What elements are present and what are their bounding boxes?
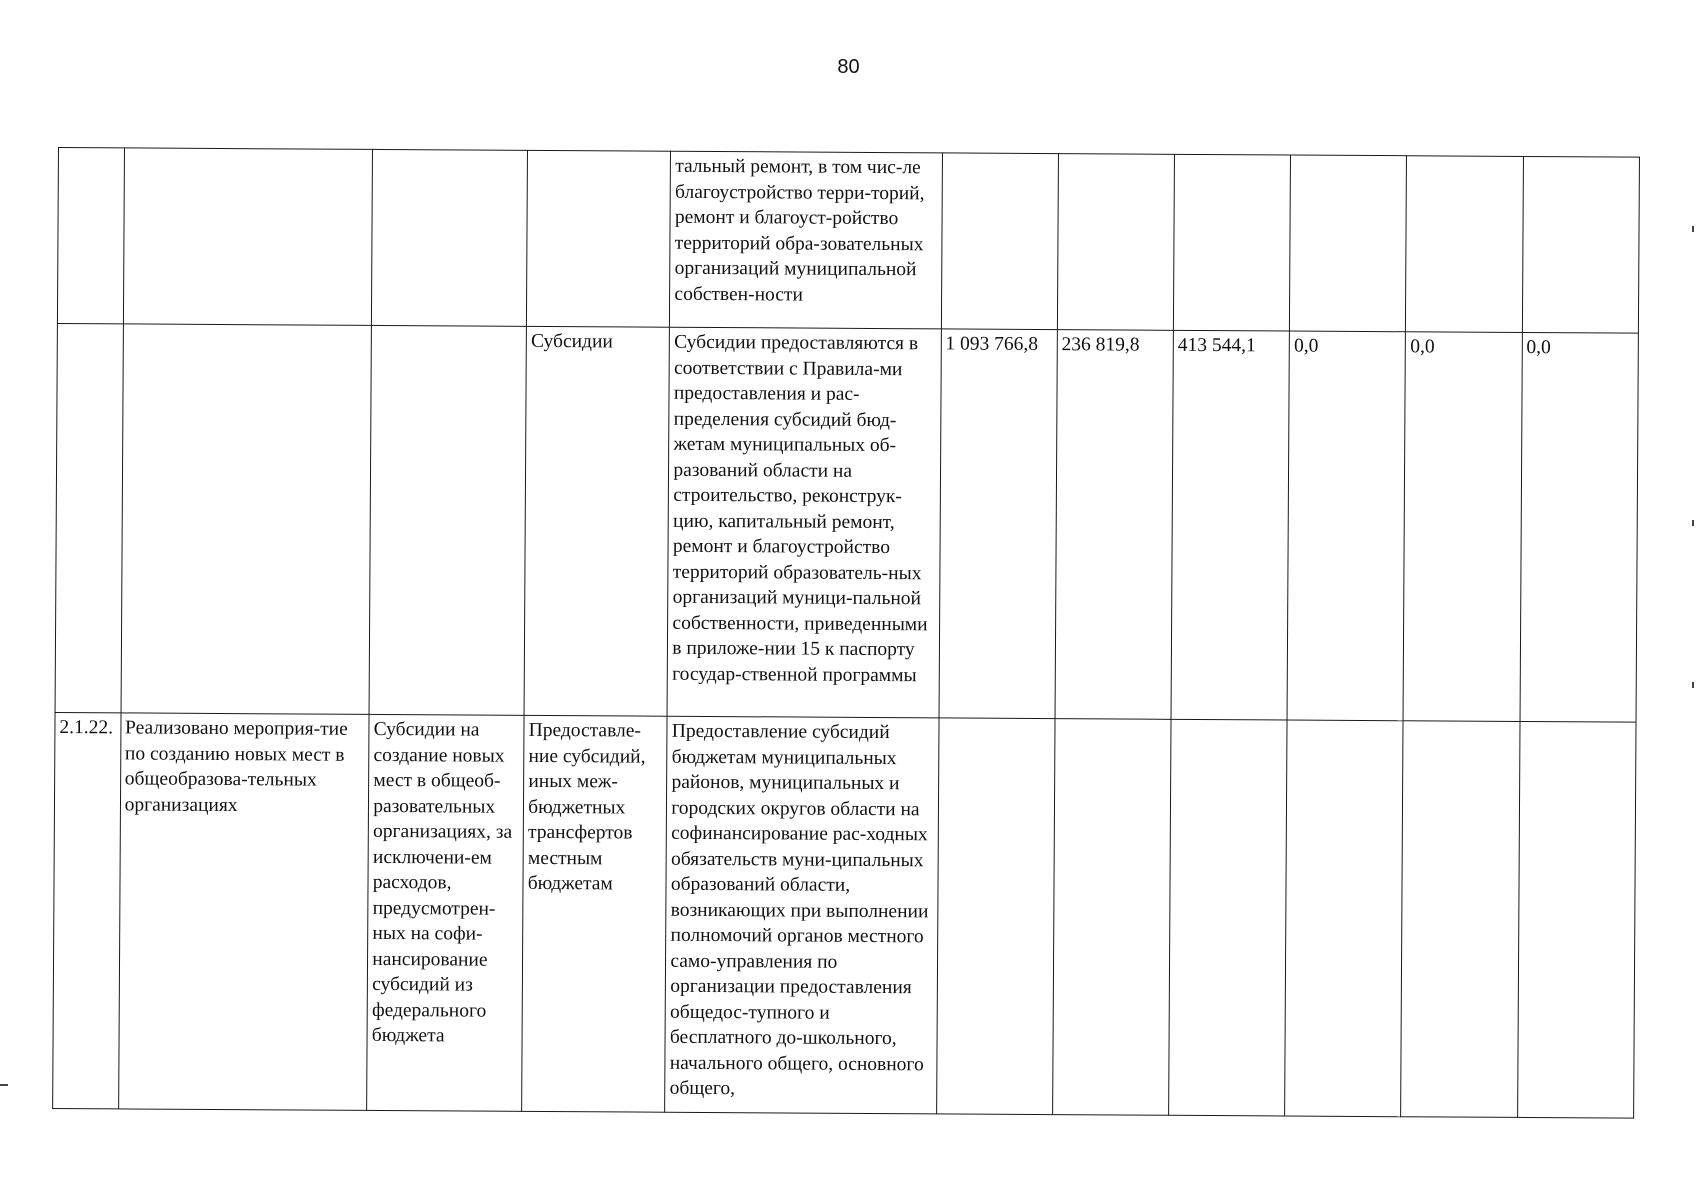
- cell-value: [1517, 721, 1636, 1118]
- cell-value: 236 819,8: [1055, 330, 1174, 720]
- cell-number: 2.1.22.: [53, 712, 121, 1108]
- cell-value: [936, 718, 1055, 1115]
- cell-measure: Субсидии на создание новых мест в общеоб-разовательных организациях, за исключени-ем расходов, предусмотрен-ных на софи-нансирование субсидий из федерального бюджета: [367, 714, 524, 1111]
- cell-description: Предоставление субсидий бюджетам муниципальных районов, муниципальных и городских округов области на софинансирование рас-ходных обязательств муни-ципальных образований области, возникающих при выполнении полномочий органов местного само-управления по организации предоставления общедос-тупного и бесплатного до-школьного, начального общего, основного общего,: [665, 716, 939, 1114]
- table-row: [57, 148, 1639, 334]
- cell-result: [123, 148, 373, 326]
- cell-value: [1285, 720, 1404, 1117]
- cell-number: [55, 323, 123, 712]
- cell-measure: [372, 149, 528, 326]
- cell-type: Предоставле-ние субсидий, иных меж-бюджетных трансфертов местным бюджетам: [522, 715, 668, 1112]
- table-row: [55, 323, 1638, 722]
- cell-result: Реализовано мероприя-тие по созданию новых мест в общеобразова-тельных организациях: [118, 713, 369, 1111]
- cell-result: [121, 324, 372, 715]
- scan-margin-mark: [0, 1084, 8, 1086]
- cell-type: [527, 150, 671, 327]
- cell-value: 0,0: [1403, 332, 1522, 722]
- budget-table: [52, 147, 1640, 1119]
- scan-margin-mark: [1692, 226, 1694, 232]
- cell-value: [1169, 719, 1288, 1116]
- cell-value: [1522, 156, 1639, 333]
- cell-value: 0,0: [1287, 331, 1406, 721]
- cell-value: 1 093 766,8: [939, 329, 1058, 719]
- scan-margin-mark: [1692, 520, 1694, 526]
- cell-value: 413 544,1: [1171, 330, 1290, 720]
- cell-value: [1173, 154, 1290, 331]
- cell-measure: [369, 325, 526, 715]
- cell-type: Субсидии: [524, 326, 669, 716]
- cell-number: [57, 148, 124, 324]
- cell-value: [1057, 154, 1174, 331]
- cell-value: [941, 153, 1058, 330]
- cell-description: Субсидии предоставляются в соответствии с Правила-ми предоставления и рас-пределения субсидий бюд-жетам муниципальных об-разований области на строительство, реконструк-цию, капитальный ремонт, ремонт и благоустройство территорий образователь-ных организаций муници-пальной собственности, приведенными в приложе-нии 15 к паспорту государ-ственной программы: [667, 327, 941, 718]
- cell-description: тальный ремонт, в том чис-ле благоустройство терри-торий, ремонт и благоуст-ройство территорий обра-зовательных организаций муниципальной собствен-ности: [670, 151, 942, 329]
- table-row: [53, 712, 1636, 1118]
- cell-value: [1052, 719, 1171, 1116]
- cell-value: 0,0: [1520, 332, 1639, 722]
- scan-margin-mark: [1692, 682, 1694, 688]
- page-number: 80: [837, 56, 860, 78]
- cell-value: [1290, 155, 1407, 332]
- cell-value: [1406, 156, 1523, 333]
- cell-value: [1401, 721, 1520, 1118]
